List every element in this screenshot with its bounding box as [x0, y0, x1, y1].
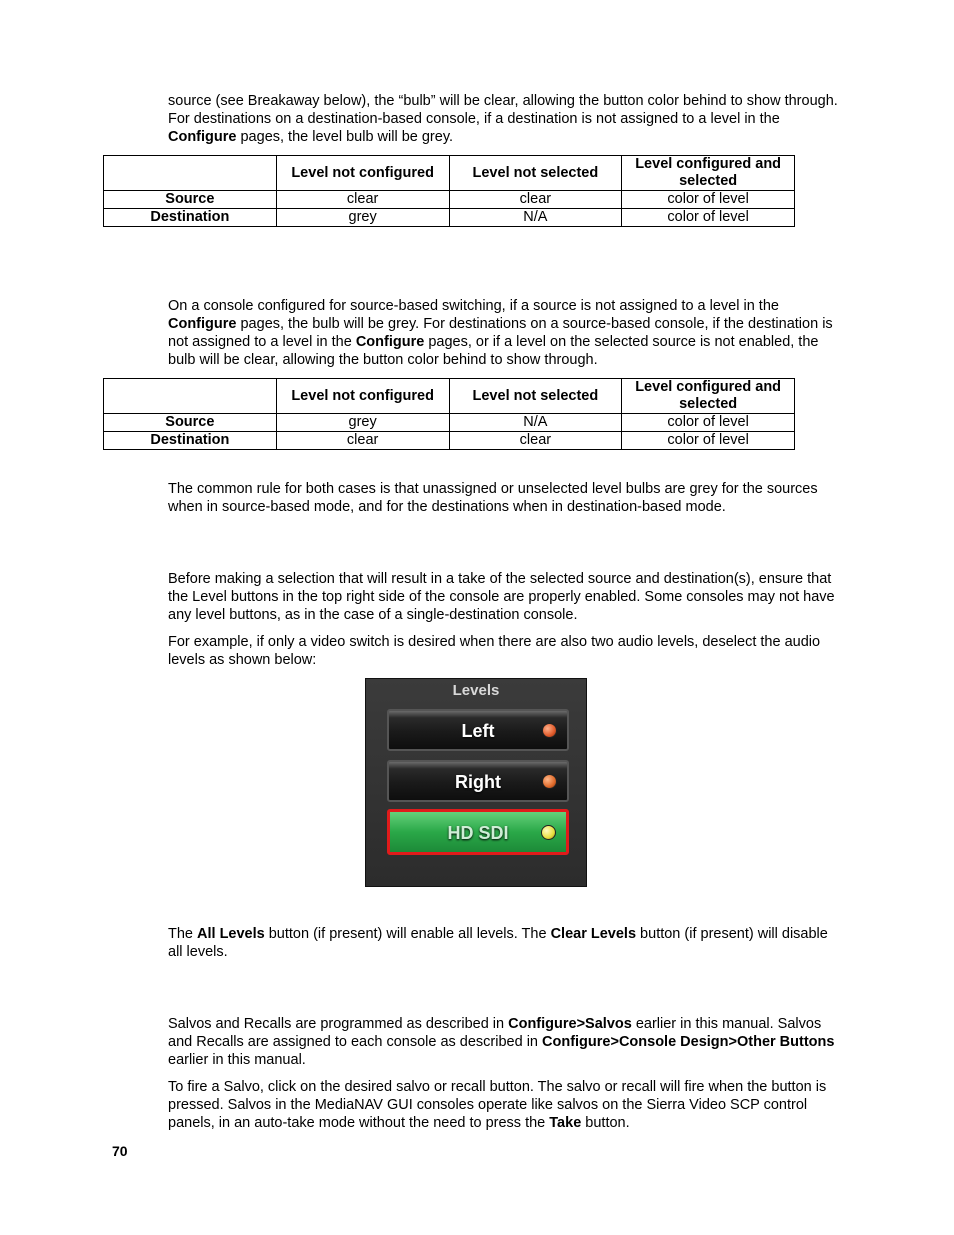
level-button-hd-sdi[interactable]	[387, 809, 569, 855]
levels-panel-figure	[365, 678, 587, 887]
level-button-label: HD SDI	[447, 823, 509, 843]
common-rule-paragraph: The common rule for both cases is that unassigned or unselected level bulbs are grey for the sources when in source-based mode, and for the destinations when in destination-based mode.	[168, 481, 818, 515]
intro-paragraph: source (see Breakaway below), the “bulb” will be clear, allowing the button color behind to show through. For destinations on a destination-based console, if a destination is not assigned to a level in the Configure pages, the level bulb will be grey.	[168, 93, 838, 145]
destination-based-bulb-table	[103, 155, 795, 227]
source-based-bulb-table	[103, 378, 795, 450]
bulb-icon	[542, 723, 557, 738]
example-paragraph: For example, if only a video switch is desired when there are also two audio levels, deselect the audio levels as shown below:	[168, 634, 821, 668]
level-buttons-paragraph: Before making a selection that will result in a take of the selected source and destination(s), ensure that the Level buttons in the top right side of the console are properly enabled. Some consoles may not have any level buttons, as in the case of a single-destination console.	[168, 571, 835, 623]
level-button-label: Right	[455, 772, 501, 792]
source-based-paragraph: On a console configured for source-based switching, if a source is not assigned to a level in the Configure pages, the bulb will be grey. For destinations on a source-based console, if the destination is not assigned to a level in the Configure pages, or if a level on the selected source is not enabled, the bulb will be clear, allowing the button color behind to show through.	[168, 298, 833, 368]
all-levels-paragraph: The All Levels button (if present) will enable all levels. The Clear Levels button (if present) will disable all levels.	[168, 926, 828, 960]
fire-salvo-paragraph: To fire a Salvo, click on the desired salvo or recall button. The salvo or recall will fire when the button is pressed. Salvos in the MediaNAV GUI consoles operate like salvos on the Sierra Video SCP control panels, in an auto-take mode without the need to press the Take button.	[168, 1079, 827, 1131]
table-header-row: Level not configured Level not selected Level configured and selected	[104, 156, 795, 191]
level-button-label: Left	[461, 721, 495, 741]
page-number: 70	[112, 1143, 128, 1159]
table-row: Source clear clear color of level	[104, 191, 795, 209]
table-row: Destination grey N/A color of level	[104, 209, 795, 227]
bulb-icon	[541, 825, 556, 840]
table-header-row: Level not configured Level not selected Level configured and selected	[104, 379, 795, 414]
levels-panel-title: Levels	[452, 682, 500, 699]
level-button-right[interactable]	[387, 760, 569, 802]
salvos-paragraph: Salvos and Recalls are programmed as described in Configure>Salvos earlier in this manual. Salvos and Recalls are assigned to each console as described in Configure>Console Design>Other Buttons earlier in this manual.	[168, 1016, 835, 1068]
bulb-icon	[542, 774, 557, 789]
table-row: Source grey N/A color of level	[104, 414, 795, 432]
table-row: Destination clear clear color of level	[104, 432, 795, 450]
level-button-left[interactable]	[387, 709, 569, 751]
